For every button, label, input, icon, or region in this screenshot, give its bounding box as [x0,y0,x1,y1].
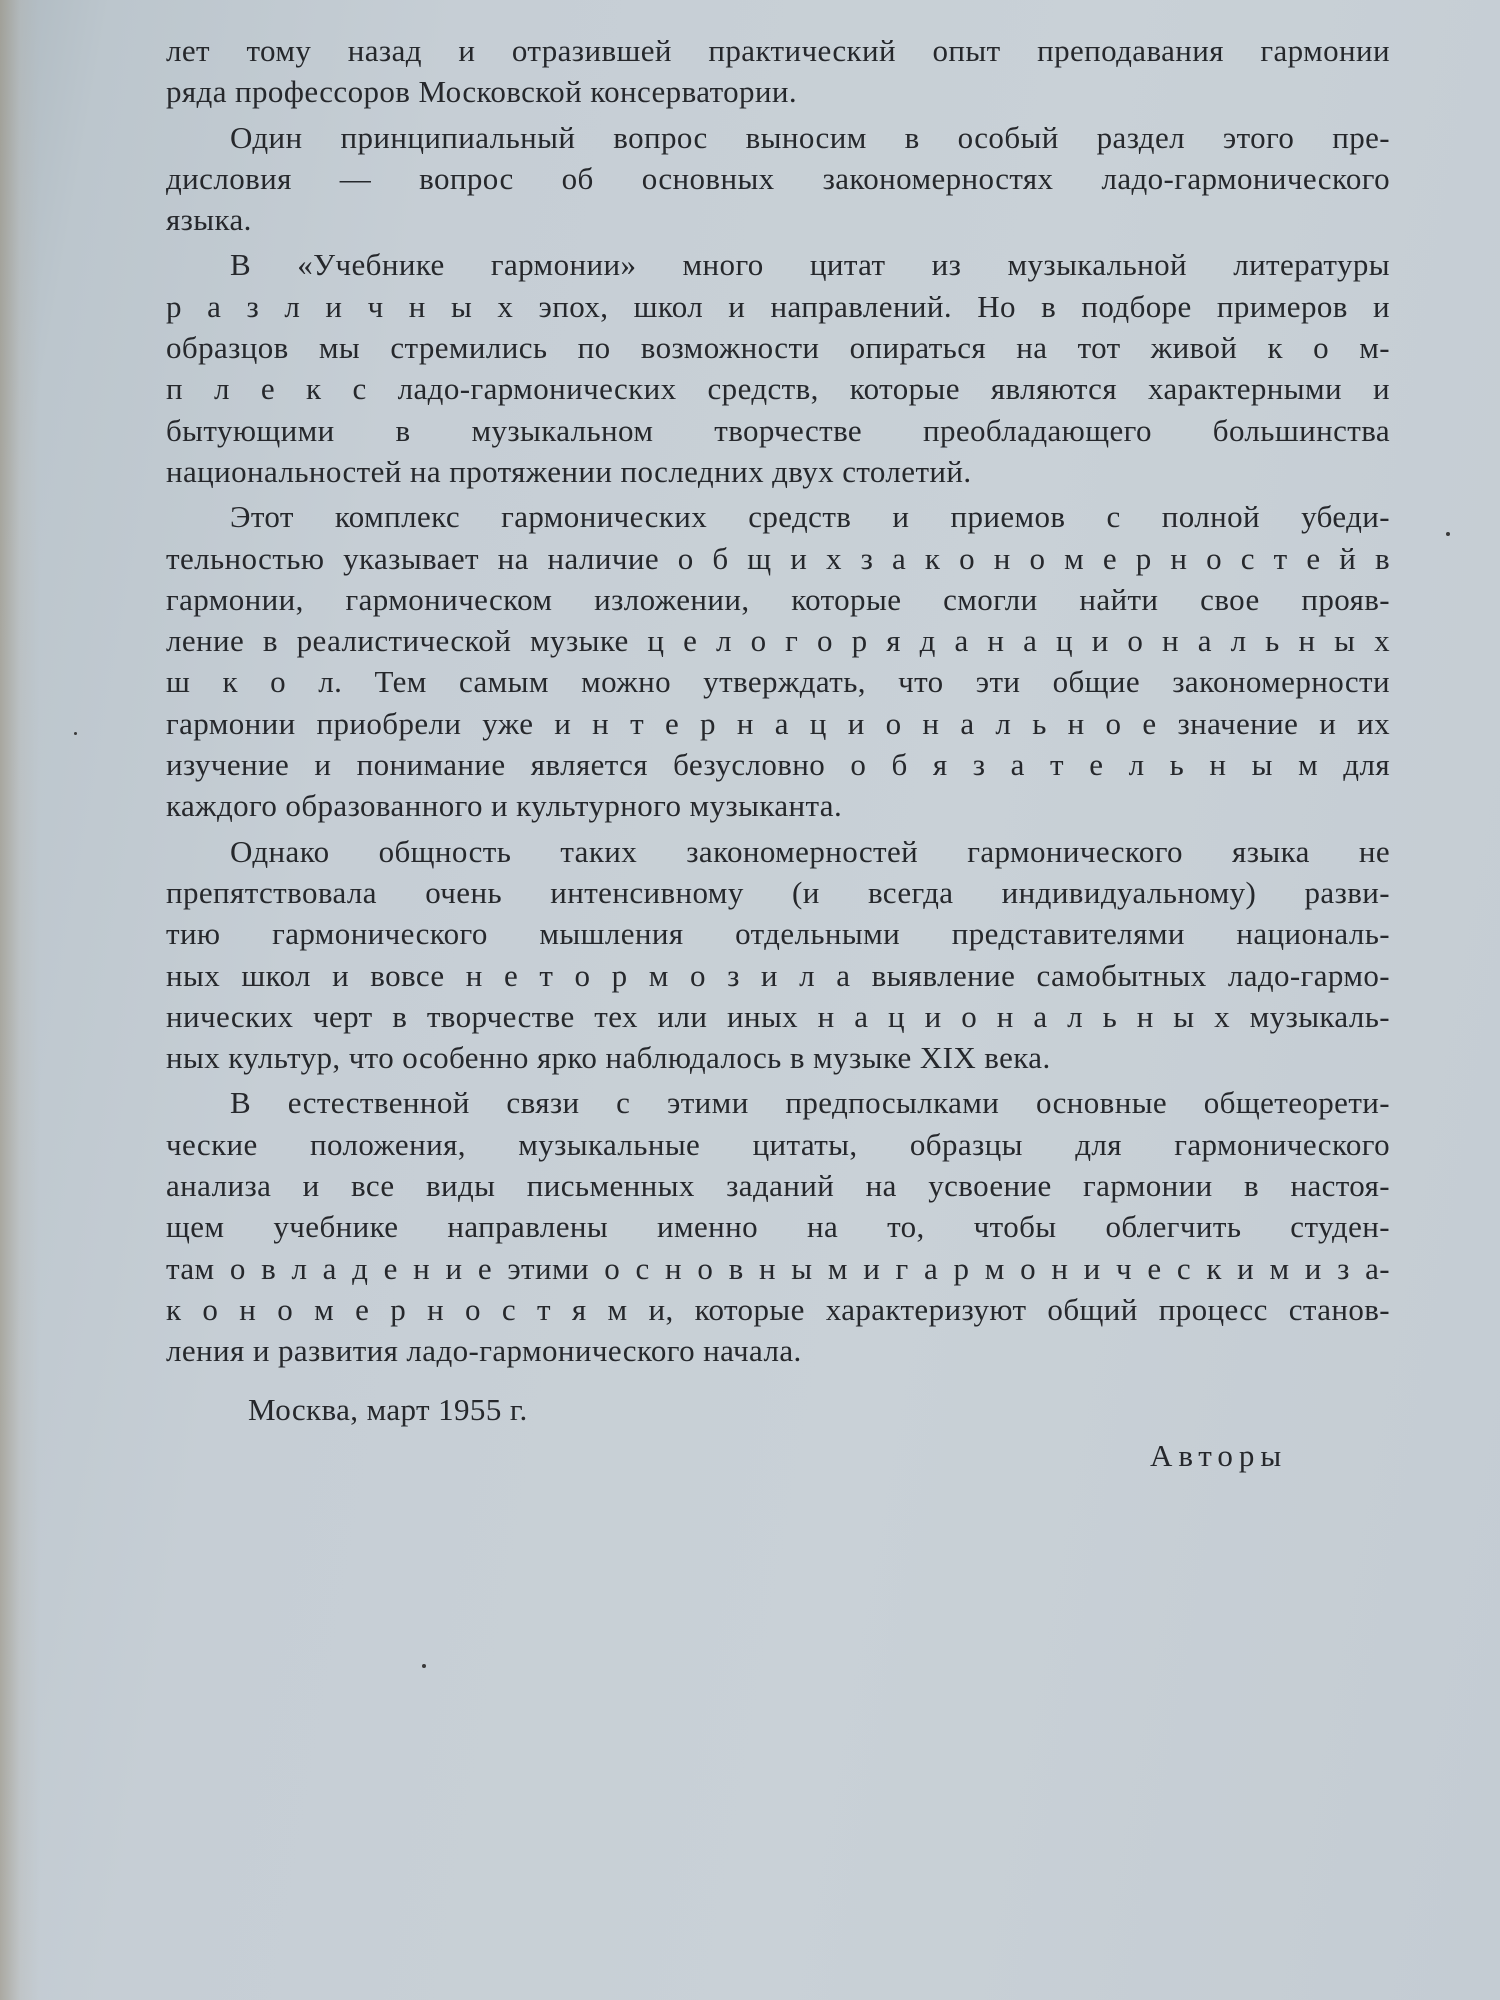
book-gutter-shadow [0,0,40,2000]
text-line: к о н о м е р н о с т я м и, которые характеризуют общий процесс станов- [166,1291,1390,1327]
text-line: Этот комплекс гармонических средств и приемов с полной убеди- [230,499,1390,535]
text-line: В «Учебнике гармонии» много цитат из музыкальной литературы [230,247,1390,283]
authors-signature: Авторы [1150,1438,1288,1473]
text-line: там о в л а д е н и е этими о с н о в н ы м и г а р м о н и ч е с к и м и з а- [166,1250,1390,1286]
text-line: изучение и понимание является безусловно о б я з а т е л ь н ы м для [166,747,1390,783]
paragraph [166,30,1390,113]
text-line: щем учебнике направлены именно на то, чтобы облегчить студен- [166,1209,1390,1245]
text-line: ряда профессоров Московской консерватории. [166,74,798,110]
text-line: п л е к с ладо-гармонических средств, которые являются характерными и [166,371,1390,407]
paragraph [166,1082,1390,1371]
text-line: Однако общность таких закономерностей гармонического языка не [230,833,1390,869]
text-line: дисловия — вопрос об основных закономерностях ладо-гармонического [166,160,1390,196]
paragraph [166,117,1390,241]
text-line: ш к о л. Тем самым можно утверждать, что эти общие закономерности [166,664,1390,700]
text-line: ление в реалистической музыке ц е л о г о р я д а н а ц и о н а л ь н ы х [166,623,1390,659]
text-line: национальностей на протяжении последних двух столетий. [166,453,972,489]
text-line: языка. [166,202,252,238]
text-line: ления и развития ладо-гармонического начала. [166,1333,802,1369]
text-line: ческие положения, музыкальные цитаты, образцы для гармонического [166,1126,1390,1162]
text-line: р а з л и ч н ы х эпох, школ и направлений. Но в подборе примеров и [166,288,1390,324]
text-line: Один принципиальный вопрос выносим в особый раздел этого пре- [230,119,1390,155]
paper-speck [1446,532,1450,536]
text-line: гармонии, гармоническом изложении, которые смогли найти свое прояв- [166,581,1390,617]
text-line: препятствовала очень интенсивному (и всегда индивидуальному) разви- [166,874,1390,910]
place-date-line: Москва, март 1955 г. [248,1392,528,1427]
text-line: бытующими в музыкальном творчестве преобладающего большинства [166,412,1390,448]
preface-text-block [166,30,1390,1376]
paper-speck [74,732,77,735]
text-line: анализа и все виды письменных заданий на усвоение гармонии в настоя- [166,1168,1390,1204]
paragraph [166,496,1390,826]
text-line: гармонии приобрели уже и н т е р н а ц и о н а л ь н о е значение и их [166,705,1390,741]
text-line: В естественной связи с этими предпосылками основные общетеорети- [230,1085,1390,1121]
text-line: ных школ и вовсе н е т о р м о з и л а выявление самобытных ладо-гармо- [166,957,1390,993]
text-line: ных культур, что особенно ярко наблюдалось в музыке XIX века. [166,1040,1051,1076]
paragraph [166,831,1390,1079]
text-line: лет тому назад и отразившей практический опыт преподавания гармонии [166,33,1390,68]
text-line: тию гармонического мышления отдельными представителями националь- [166,916,1390,952]
paragraph [166,244,1390,492]
text-line: тельностью указывает на наличие о б щ и х з а к о н о м е р н о с т е й в [166,540,1390,576]
text-line: образцов мы стремились по возможности опираться на тот живой к о м- [166,330,1390,366]
text-line: каждого образованного и культурного музыканта. [166,788,843,824]
text-line: нических черт в творчестве тех или иных н а ц и о н а л ь н ы х музыкаль- [166,998,1390,1034]
paper-speck [422,1664,426,1668]
